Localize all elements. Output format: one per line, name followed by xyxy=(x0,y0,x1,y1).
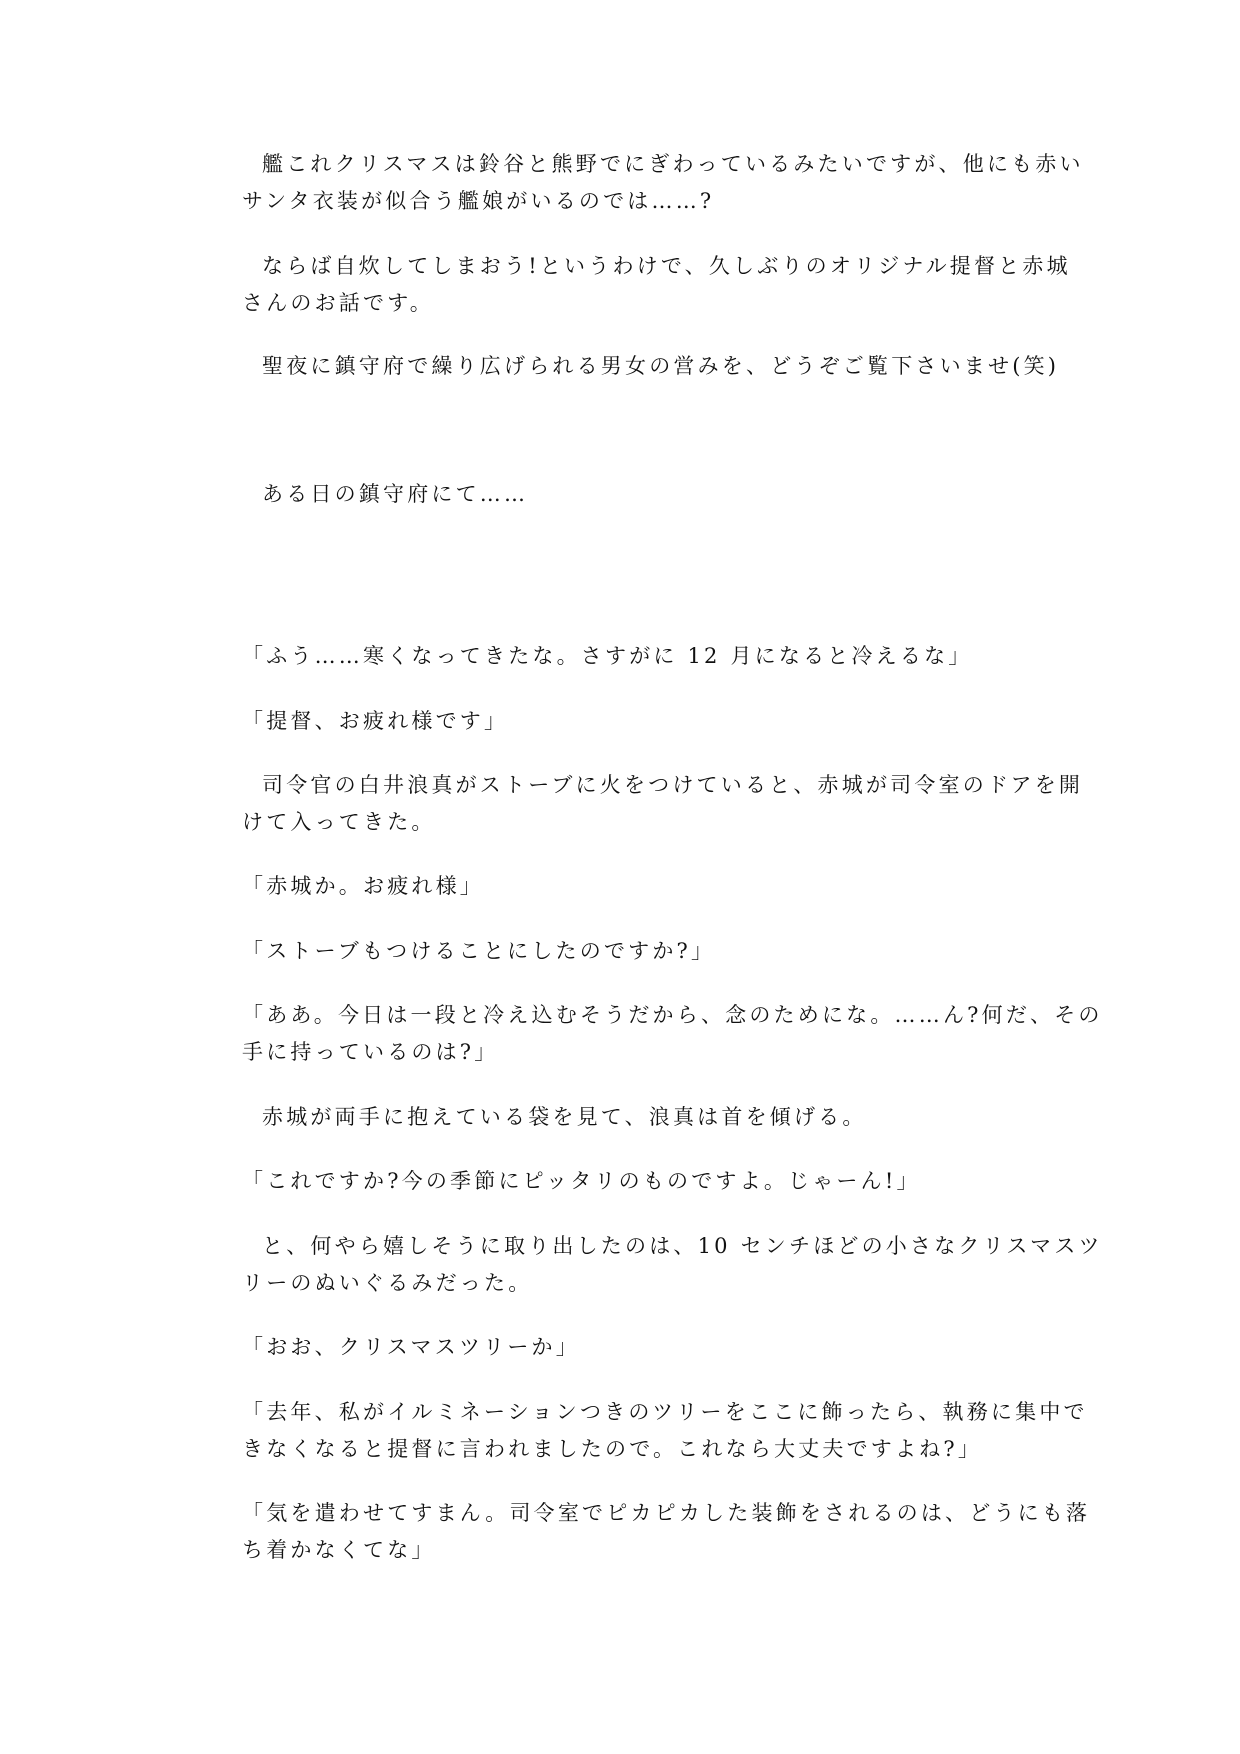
intro-line-5: 聖夜に鎮守府で繰り広げられる男女の営みを、どうぞご覧下さいませ(笑) xyxy=(262,354,1060,378)
story-line-4: けて入ってきた。 xyxy=(242,810,436,834)
story-line-10: 「これですか?今の季節にピッタリのものですよ。じゃーん!」 xyxy=(242,1169,921,1193)
story-line-13: 「おお、クリスマスツリーか」 xyxy=(242,1335,580,1359)
story-line-12: リーのぬいぐるみだった。 xyxy=(242,1271,533,1295)
story-line-3: 司令官の白井浪真がストーブに火をつけていると、赤城が司令室のドアを開 xyxy=(262,773,1084,797)
intro-line-2: サンタ衣装が似合う艦娘がいるのでは……? xyxy=(242,189,715,213)
story-line-16: 「気を遣わせてすまん。司令室でピカピカした装飾をされるのは、どうにも落 xyxy=(242,1501,1091,1525)
story-line-7: 「ああ。今日は一段と冷え込むそうだから、念のためにな。……ん?何だ、その xyxy=(242,1003,1103,1027)
intro-line-4: さんのお話です。 xyxy=(242,291,434,315)
story-line-9: 赤城が両手に抱えている袋を見て、浪真は首を傾げる。 xyxy=(262,1105,867,1129)
intro-line-1: 艦これクリスマスは鈴谷と熊野でにぎわっているみたいですが、他にも赤い xyxy=(262,152,1084,176)
story-line-17: ち着かなくてな」 xyxy=(242,1538,436,1562)
story-line-5: 「赤城か。お疲れ様」 xyxy=(242,874,484,898)
intro-line-3: ならば自炊してしまおう!というわけで、久しぶりのオリジナル提督と赤城 xyxy=(262,254,1071,278)
story-line-15: きなくなると提督に言われましたので。これなら大丈夫ですよね?」 xyxy=(242,1437,983,1461)
story-line-11: と、何やら嬉しそうに取り出したのは、10 センチほどの小さなクリスマスツ xyxy=(262,1234,1103,1258)
scene-heading: ある日の鎮守府にて…… xyxy=(262,482,529,506)
story-line-2: 「提督、お疲れ様です」 xyxy=(242,709,509,733)
story-line-1: 「ふう……寒くなってきたな。さすがに 12 月になると冷えるな」 xyxy=(242,644,973,668)
story-line-6: 「ストーブもつけることにしたのですか?」 xyxy=(242,939,716,963)
story-line-8: 手に持っているのは?」 xyxy=(242,1040,499,1064)
story-line-14: 「去年、私がイルミネーションつきのツリーをここに飾ったら、執務に集中で xyxy=(242,1400,1088,1424)
